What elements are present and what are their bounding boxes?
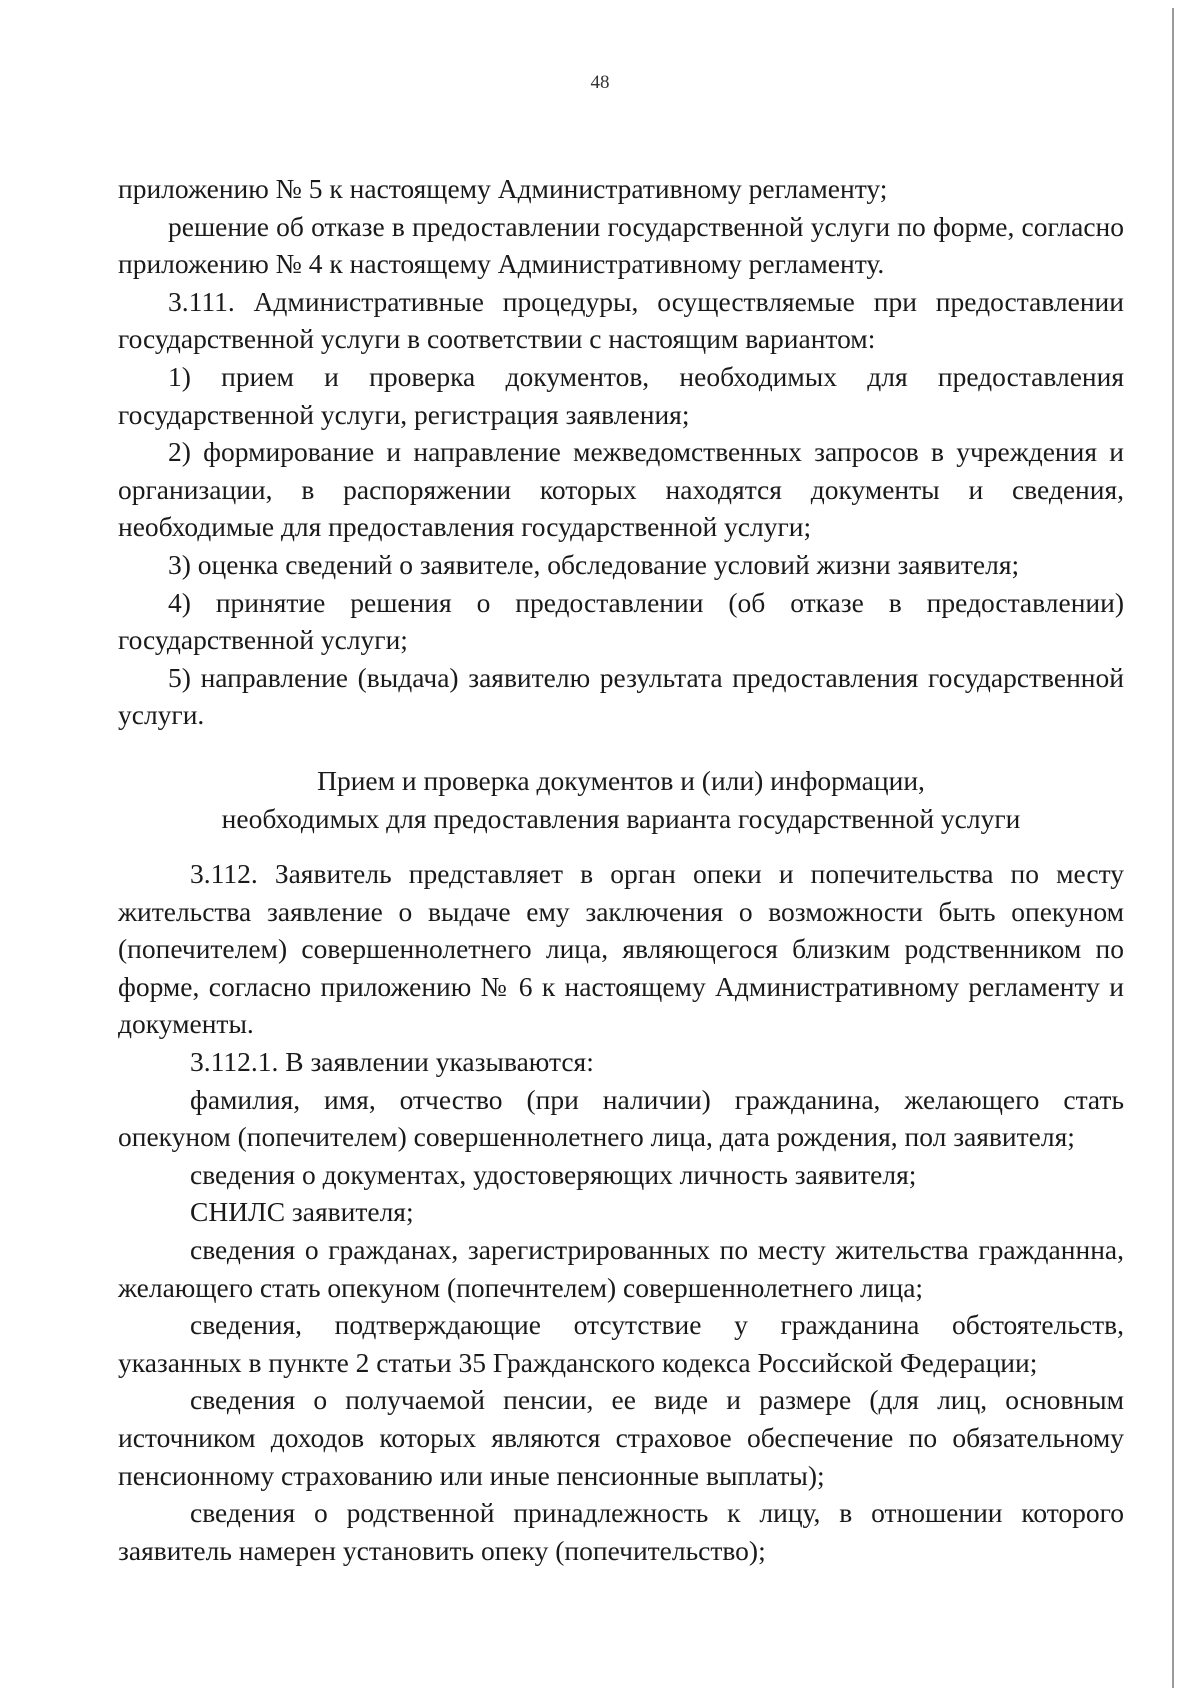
paragraph: сведения о документах, удостоверяющих личность заявителя; <box>190 1158 917 1190</box>
paragraph: 5) направление (выдача) заявителю результата предоставления государственной услуги. <box>118 661 1124 731</box>
paragraph: фамилия, имя, отчество (при наличии) гражданина, желающего стать опекуном (попечителем) совершеннолетнего лица, дата рождения, пол заявителя; <box>118 1083 1124 1153</box>
heading-line: Прием и проверка документов и (или) информации, <box>317 765 925 796</box>
heading-line: необходимых для предоставления варианта государственной услуги <box>221 802 1021 834</box>
paragraph: 3.112.1. В заявлении указываются: <box>190 1045 594 1077</box>
paragraph: сведения о получаемой пенсии, ее виде и размере (для лиц, основным источником доходов которых являются страховое обеспечение по обязательному пенсионному страхованию или иные пенсионные выплаты); <box>118 1384 1124 1491</box>
paragraph: 3.111. Административные процедуры, осуществляемые при предоставлении государственной услуги в соответствии с настоящим вариантом: <box>118 285 1124 355</box>
paragraph: 3) оценка сведений о заявителе, обследование условий жизни заявителя; <box>168 548 1020 580</box>
paragraph: сведения, подтверждающие отсутствие у гражданина обстоятельств, указанных в пункте 2 статьи 35 Гражданского кодекса Российской Федерации; <box>118 1309 1124 1378</box>
text-block-procedures <box>118 170 1124 734</box>
paragraph: СНИЛС заявителя; <box>190 1196 414 1228</box>
paragraph: решение об отказе в предоставлении государственной услуги по форме, согласно приложению № 4 к настоящему Административному регламенту. <box>118 210 1124 280</box>
paragraph: 3.112. Заявитель представляет в орган опеки и попечительства по месту жительства заявление о выдаче ему заключения о возможности быть опекуном (попечителем) совершеннолетнего лица, являющегося близким родственником по форме, согласно приложению № 6 к настоящему Административному регламенту и документы. <box>118 858 1124 1040</box>
section-heading <box>118 762 1124 837</box>
paragraph: 4) принятие решения о предоставлении (об отказе в предоставлении) государственной услуги; <box>118 586 1124 656</box>
paragraph: 1) прием и проверка документов, необходимых для предоставления государственной услуги, регистрация заявления; <box>118 360 1124 430</box>
paragraph: сведения о родственной принадлежность к лицу, в отношении которого заявитель намерен установить опеку (попечительство); <box>118 1497 1124 1566</box>
text-block-application <box>118 855 1124 1569</box>
paragraph: приложению № 5 к настоящему Административному регламенту; <box>118 173 888 204</box>
page-number: 48 <box>590 72 610 93</box>
paragraph: 2) формирование и направление межведомственных запросов в учреждения и организации, в распоряжении которых находятся документы и сведения, необходимые для предоставления государственной услуги; <box>118 436 1124 543</box>
page-edge-line <box>1172 8 1174 1688</box>
paragraph: сведения о гражданах, зарегистрированных по месту жительства гражданнна, желающего стать опекуном (попечнтелем) совершеннолетнего лица; <box>118 1233 1124 1303</box>
